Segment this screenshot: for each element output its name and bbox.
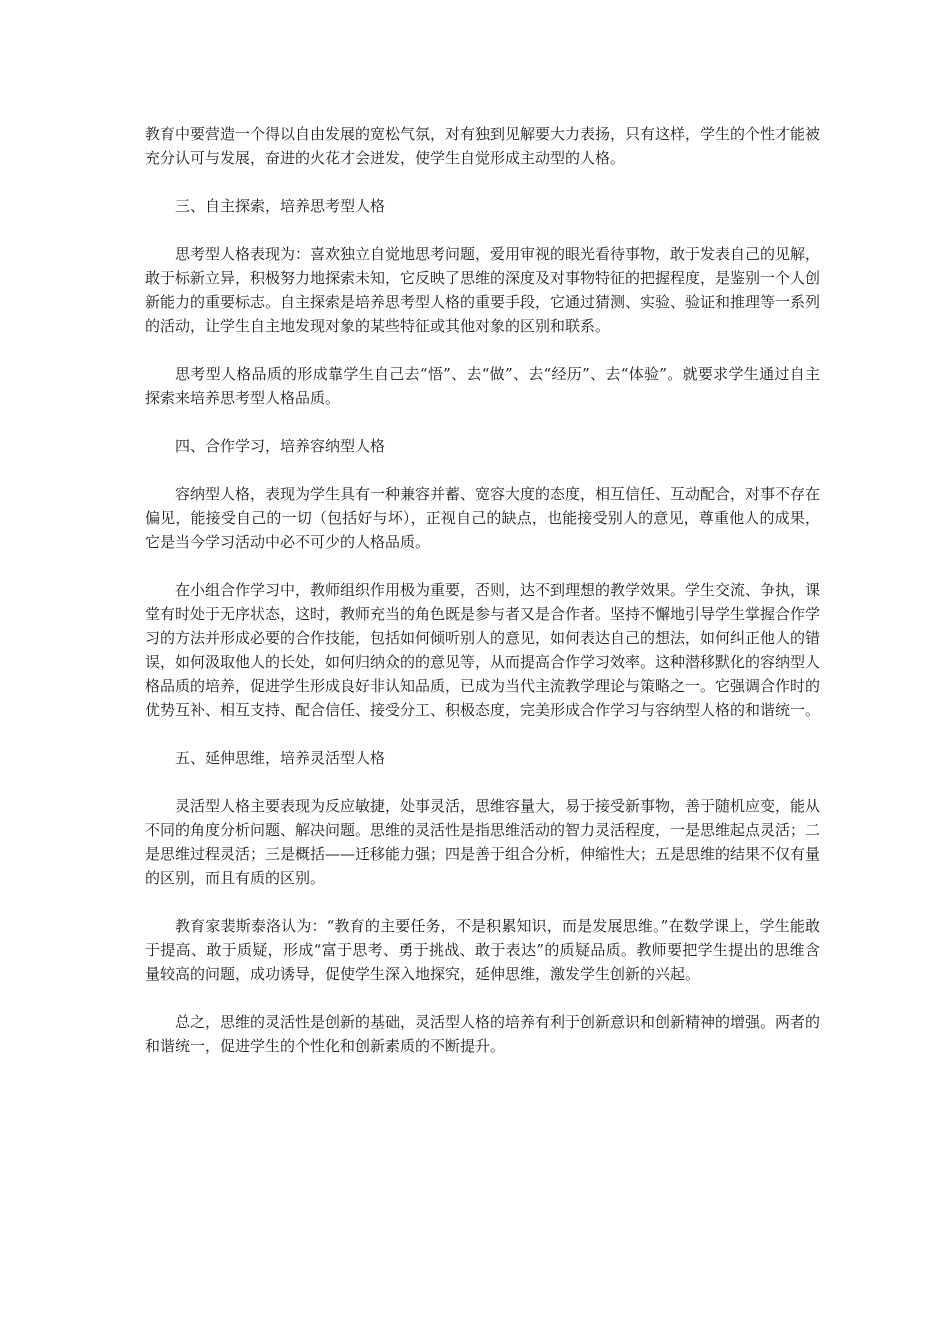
paragraph-conclusion: 总之，思维的灵活性是创新的基础，灵活型人格的培养有利于创新意识和创新精神的增强。两者的和谐统一，促进学生的个性化和创新素质的不断提升。 (145, 1013, 821, 1055)
paragraph-thinking-personality: 思考型人格表现为：喜欢独立自觉地思考问题，爱用审视的眼光看待事物，敢于发表自己的见解，敢于标新立异，积极努力地探索未知，它反映了思维的深度及对事物特征的把握程度，是鉴别一个人创新能力的重要标志。自主探索是培养思考型人格的重要手段，它通过猜测、实验、验证和推理等一系列的活动，让学生自主地发现对象的某些特征或其他对象的区别和联系。 (145, 245, 821, 335)
paragraph-intro: 教育中要营造一个得以自由发展的宽松气氛，对有独到见解要大力表扬，只有这样，学生的个性才能被充分认可与发展，奋进的火花才会迸发，使学生自觉形成主动型的人格。 (145, 125, 821, 167)
paragraph-flexible-personality: 灵活型人格主要表现为反应敏捷，处事灵活，思维容量大，易于接受新事物，善于随机应变，能从不同的角度分析问题、解决问题。思维的灵活性是指思维活动的智力灵活程度，一是思维起点灵活；二是思维过程灵活；三是概括——迁移能力强；四是善于组合分析，伸缩性大；五是思维的结果不仅有量的区别，而且有质的区别。 (145, 797, 821, 887)
section-heading-4: 四、合作学习，培养容纳型人格 (175, 437, 386, 455)
paragraph-thinking-quality: 思考型人格品质的形成靠学生自己去“悟”、去“做”、去“经历”、去“体验”。就要求学生通过自主探索来培养思考型人格品质。 (145, 365, 820, 407)
paragraph-tolerant-personality: 容纳型人格，表现为学生具有一种兼容并蓄、宽容大度的态度，相互信任、互动配合，对事不存在偏见，能接受自己的一切（包括好与坏），正视自己的缺点，也能接受别人的意见，尊重他人的成果，它是当今学习活动中必不可少的人格品质。 (145, 485, 821, 551)
paragraph-group-cooperation: 在小组合作学习中，教师组织作用极为重要，否则，达不到理想的教学效果。学生交流、争执，课堂有时处于无序状态，这时，教师充当的角色既是参与者又是合作者。坚持不懈地引导学生掌握合作学习的方法并形成必要的合作技能，包括如何倾听别人的意见，如何表达自己的想法，如何纠正他人的错误，如何汲取他人的长处，如何归纳众的的意见等，从而提高合作学习效率。这种潜移默化的容纳型人格品质的培养，促进学生形成良好非认知品质，已成为当代主流教学理论与策略之一。它强调合作时的优势互补、相互支持、配合信任、接受分工、积极态度，完美形成合作学习与容纳型人格的和谐统一。 (145, 581, 821, 719)
document-page (145, 122, 820, 1082)
section-heading-5: 五、延伸思维，培养灵活型人格 (175, 749, 386, 767)
section-heading-3: 三、自主探索，培养思考型人格 (175, 197, 386, 215)
paragraph-educator-quote: 教育家裴斯泰洛认为：“教育的主要任务，不是积累知识，而是发展思维。”在数学课上，学生能敢于提高、敢于质疑，形成“富于思考、勇于挑战、敢于表达”的质疑品质。教师要把学生提出的思维含量较高的问题，成功诱导，促使学生深入地探究，延伸思维，激发学生创新的兴起。 (145, 917, 820, 983)
